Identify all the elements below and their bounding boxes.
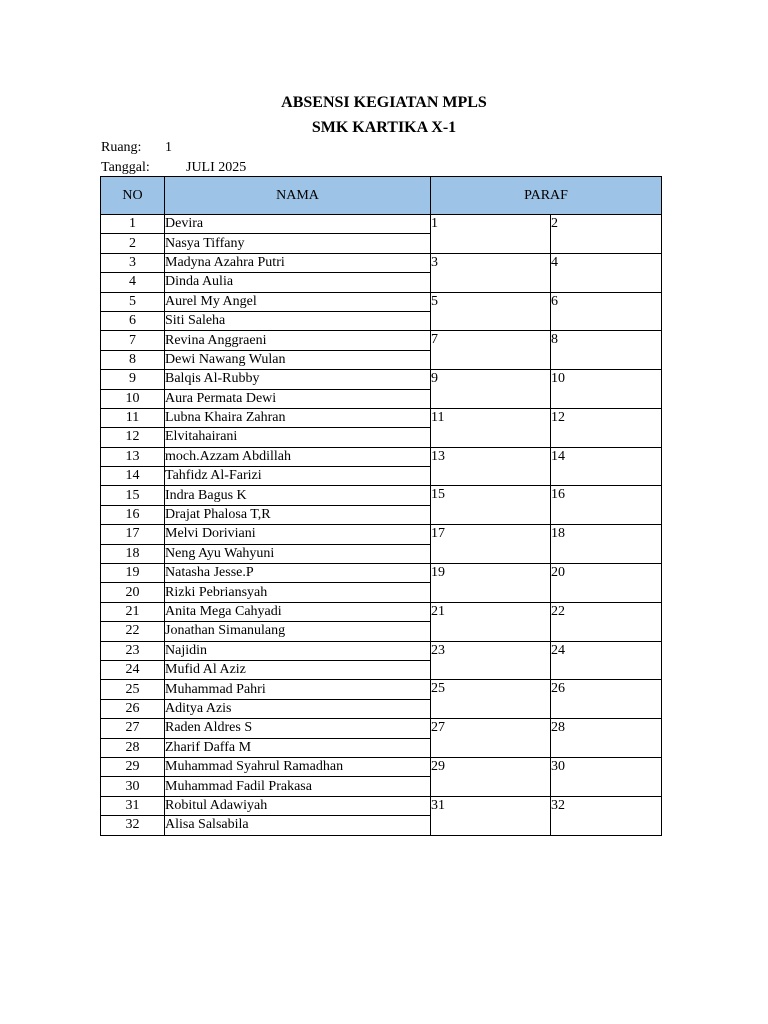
- row-name: Tahfidz Al-Farizi: [165, 467, 431, 486]
- tanggal-label: Tanggal:: [101, 160, 150, 175]
- ruang-label: Ruang:: [101, 140, 142, 155]
- row-number: 1: [101, 215, 165, 234]
- signature-cell-left[interactable]: 17: [431, 525, 551, 564]
- row-number: 20: [101, 583, 165, 602]
- attendance-table: [100, 176, 662, 836]
- row-number: 15: [101, 486, 165, 505]
- signature-cell-right[interactable]: 6: [551, 292, 662, 331]
- row-name: Neng Ayu Wahyuni: [165, 544, 431, 563]
- row-number: 16: [101, 505, 165, 524]
- signature-cell-right[interactable]: 16: [551, 486, 662, 525]
- row-name: Najidin: [165, 641, 431, 660]
- row-number: 4: [101, 273, 165, 292]
- signature-cell-right[interactable]: 18: [551, 525, 662, 564]
- signature-cell-left[interactable]: 1: [431, 215, 551, 254]
- signature-cell-right[interactable]: 14: [551, 447, 662, 486]
- row-name: Nasya Tiffany: [165, 234, 431, 253]
- row-number: 32: [101, 816, 165, 835]
- row-number: 13: [101, 447, 165, 466]
- row-number: 23: [101, 641, 165, 660]
- row-name: Zharif Daffa M: [165, 738, 431, 757]
- row-number: 14: [101, 467, 165, 486]
- row-name: Mufid Al Aziz: [165, 660, 431, 679]
- table-row: [101, 292, 662, 311]
- row-name: Madyna Azahra Putri: [165, 253, 431, 272]
- row-number: 22: [101, 622, 165, 641]
- row-number: 31: [101, 796, 165, 815]
- table-body: [101, 215, 662, 836]
- row-number: 12: [101, 428, 165, 447]
- document-subtitle: SMK KARTIKA X-1: [311, 119, 457, 136]
- signature-cell-left[interactable]: 13: [431, 447, 551, 486]
- signature-cell-left[interactable]: 5: [431, 292, 551, 331]
- table-row: [101, 447, 662, 466]
- table-row: [101, 757, 662, 776]
- signature-cell-left[interactable]: 25: [431, 680, 551, 719]
- signature-cell-left[interactable]: 11: [431, 408, 551, 447]
- signature-cell-left[interactable]: 3: [431, 253, 551, 292]
- row-number: 6: [101, 311, 165, 330]
- signature-cell-right[interactable]: 24: [551, 641, 662, 680]
- row-number: 10: [101, 389, 165, 408]
- row-name: Balqis Al-Rubby: [165, 370, 431, 389]
- row-number: 18: [101, 544, 165, 563]
- row-number: 8: [101, 350, 165, 369]
- row-name: Jonathan Simanulang: [165, 622, 431, 641]
- signature-cell-right[interactable]: 4: [551, 253, 662, 292]
- header-nama: NAMA: [165, 177, 431, 215]
- table-row: [101, 525, 662, 544]
- row-number: 2: [101, 234, 165, 253]
- signature-cell-right[interactable]: 10: [551, 370, 662, 409]
- row-number: 28: [101, 738, 165, 757]
- row-name: Drajat Phalosa T,R: [165, 505, 431, 524]
- table-row: [101, 719, 662, 738]
- table-row: [101, 680, 662, 699]
- row-number: 19: [101, 564, 165, 583]
- table-row: [101, 564, 662, 583]
- signature-cell-left[interactable]: 29: [431, 757, 551, 796]
- signature-cell-left[interactable]: 19: [431, 564, 551, 603]
- table-row: [101, 796, 662, 815]
- tanggal-value: JULI 2025: [186, 160, 247, 175]
- table-row: [101, 486, 662, 505]
- signature-cell-left[interactable]: 7: [431, 331, 551, 370]
- row-name: Natasha Jesse.P: [165, 564, 431, 583]
- signature-cell-right[interactable]: 28: [551, 719, 662, 758]
- row-number: 30: [101, 777, 165, 796]
- row-number: 25: [101, 680, 165, 699]
- signature-cell-right[interactable]: 2: [551, 215, 662, 254]
- table-row: [101, 331, 662, 350]
- signature-cell-left[interactable]: 9: [431, 370, 551, 409]
- row-name: Anita Mega Cahyadi: [165, 602, 431, 621]
- row-name: Dewi Nawang Wulan: [165, 350, 431, 369]
- signature-cell-right[interactable]: 32: [551, 796, 662, 835]
- ruang-row: [101, 139, 172, 156]
- signature-cell-right[interactable]: 22: [551, 602, 662, 641]
- row-name: Indra Bagus K: [165, 486, 431, 505]
- row-name: Muhammad Pahri: [165, 680, 431, 699]
- table-row: [101, 408, 662, 427]
- signature-cell-right[interactable]: 30: [551, 757, 662, 796]
- row-number: 7: [101, 331, 165, 350]
- signature-cell-right[interactable]: 26: [551, 680, 662, 719]
- row-number: 3: [101, 253, 165, 272]
- signature-cell-right[interactable]: 20: [551, 564, 662, 603]
- row-name: Dinda Aulia: [165, 273, 431, 292]
- row-name: Elvitahairani: [165, 428, 431, 447]
- row-name: Melvi Doriviani: [165, 525, 431, 544]
- row-name: Robitul Adawiyah: [165, 796, 431, 815]
- signature-cell-left[interactable]: 21: [431, 602, 551, 641]
- row-number: 9: [101, 370, 165, 389]
- signature-cell-left[interactable]: 27: [431, 719, 551, 758]
- row-name: moch.Azzam Abdillah: [165, 447, 431, 466]
- tanggal-row: [101, 159, 246, 176]
- row-name: Aditya Azis: [165, 699, 431, 718]
- table-row: [101, 602, 662, 621]
- signature-cell-left[interactable]: 23: [431, 641, 551, 680]
- header-no: NO: [101, 177, 165, 215]
- row-name: Lubna Khaira Zahran: [165, 408, 431, 427]
- table-row: [101, 641, 662, 660]
- row-number: 5: [101, 292, 165, 311]
- row-name: Raden Aldres S: [165, 719, 431, 738]
- row-number: 27: [101, 719, 165, 738]
- signature-cell-right[interactable]: 12: [551, 408, 662, 447]
- row-name: Siti Saleha: [165, 311, 431, 330]
- row-name: Alisa Salsabila: [165, 816, 431, 835]
- row-name: Aura Permata Dewi: [165, 389, 431, 408]
- signature-cell-left[interactable]: 15: [431, 486, 551, 525]
- table-row: [101, 215, 662, 234]
- table-row: [101, 253, 662, 272]
- row-number: 11: [101, 408, 165, 427]
- row-name: Revina Anggraeni: [165, 331, 431, 350]
- ruang-value: 1: [165, 140, 172, 155]
- table-row: [101, 370, 662, 389]
- document-title: ABSENSI KEGIATAN MPLS: [281, 94, 487, 111]
- row-number: 17: [101, 525, 165, 544]
- row-name: Rizki Pebriansyah: [165, 583, 431, 602]
- row-number: 21: [101, 602, 165, 621]
- signature-cell-right[interactable]: 8: [551, 331, 662, 370]
- signature-cell-left[interactable]: 31: [431, 796, 551, 835]
- row-number: 26: [101, 699, 165, 718]
- row-name: Muhammad Syahrul Ramadhan: [165, 757, 431, 776]
- row-name: Muhammad Fadil Prakasa: [165, 777, 431, 796]
- table-header-row: [101, 177, 662, 215]
- row-name: Aurel My Angel: [165, 292, 431, 311]
- header-paraf: PARAF: [431, 177, 662, 215]
- row-number: 24: [101, 660, 165, 679]
- row-name: Devira: [165, 215, 431, 234]
- row-number: 29: [101, 757, 165, 776]
